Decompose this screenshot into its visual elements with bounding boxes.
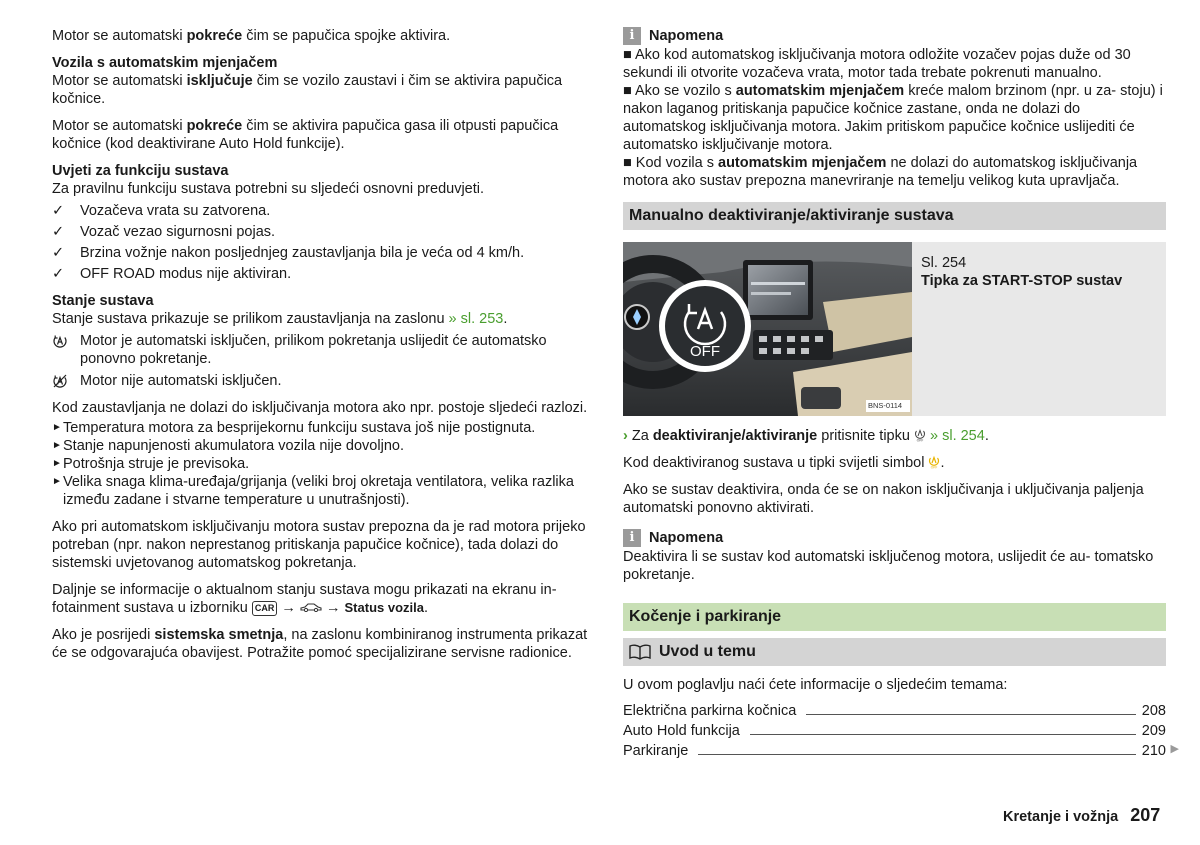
reasons-list <box>52 419 597 509</box>
toc-list <box>623 700 1179 760</box>
list-item: ✓ Brzina vožnje nakon posljednjeg zaustavljanja bila je veća od 4 km/h. <box>52 245 525 261</box>
list-item: ✓ Vozačeva vrata su zatvorena. <box>52 203 271 219</box>
paragraph-auto-restart: Ako pri automatskom isključivanju motora sustav prepozna da je rad motora prijeko potreban (npr. nakon neprestanog pritiskanja papučice kočnice), tada dolazi do sistemski uvjetovanog automatskog pokretanja. <box>52 519 586 571</box>
list-item: ► Potrošnja struje je previsoka. <box>52 456 250 472</box>
figure-code: BNS-0114 <box>868 401 903 410</box>
note-2: Deaktivira li se sustav kod automatski isključenog motora, uslijedit će au- tomatsko pokretanje. <box>623 549 1154 583</box>
conditions-intro: Za pravilnu funkciju sustava potrebni su sljedeći osnovni preduvjeti. <box>52 181 485 197</box>
dashboard-illustration <box>623 242 912 416</box>
paragraph-auto-off: Motor se automatski isključuje čim se vozilo zaustavi i čim se aktivira papučica kočnice. <box>52 73 563 107</box>
svg-text:OFF: OFF <box>916 438 924 442</box>
square-bullet-icon: ■ <box>623 47 632 63</box>
triangle-bullet-icon: ► <box>52 458 62 469</box>
figure-caption <box>912 242 1122 416</box>
chevron-right-icon: › <box>623 428 628 444</box>
state-intro: Stanje sustava prikazuje se prilikom zaustavljanja na zaslonu » sl. 253. <box>52 311 508 327</box>
toc-item[interactable]: Parkiranje 210 ▶ <box>623 740 1166 760</box>
status-menu-label: Status vozila <box>344 600 424 615</box>
figure-254 <box>623 242 1166 416</box>
page-number: 207 <box>1130 805 1161 825</box>
figure-link[interactable]: » sl. 254 <box>930 428 985 444</box>
list-item: ► Velika snaga klima-uređaja/grijanja (veliki broj okretaja ventilatora, velika razlika između zadane i stvarne temperature u unutrašnjosti). <box>52 474 574 508</box>
figure-button-label: OFF <box>690 343 720 360</box>
heading-automatic-gearbox: Vozila s automatskim mjenjačem <box>52 55 278 71</box>
list-item: ✓ Vozač vezao sigurnosni pojas. <box>52 224 276 240</box>
left-column <box>52 27 597 671</box>
note-heading: i Napomena <box>623 27 1166 45</box>
check-icon: ✓ <box>52 266 65 282</box>
note-item: ■ Ako kod automatskog isključivanja motora odložite vozačev pojas duže od 30 sekundi ili otvorite vozačeva vrata, motor tada trebate pokrenuti manualno. <box>623 47 1131 81</box>
square-bullet-icon: ■ <box>623 155 632 171</box>
figure-number: Sl. 254 <box>921 255 967 271</box>
paragraph-reactivate: Ako se sustav deaktivira, onda će se on nakon isključivanja i uključivanja paljenja automatski ponovno aktivirati. <box>623 482 1144 516</box>
note-item: ■ Kod vozila s automatskim mjenjačem ne dolazi do automatskog isključivanja motora ako sustav prepozna manevriranje na temelju velikog kuta upravljača. <box>623 155 1138 189</box>
auto-start-stop-active-icon <box>52 333 68 349</box>
list-item: Motor nije automatski isključen. <box>52 372 597 390</box>
right-column <box>623 27 1179 760</box>
info-icon: i <box>623 27 641 45</box>
note-1 <box>623 46 1166 190</box>
reasons-intro: Kod zaustavljanja ne dolazi do isključivanja motora ako npr. postoje sljedeći razlozi. <box>52 400 588 416</box>
list-item: ✓ OFF ROAD modus nije aktiviran. <box>52 266 292 282</box>
continue-arrow-icon: ▶ <box>1170 743 1179 755</box>
state-list <box>52 332 597 390</box>
section-header-manual: Manualno deaktiviranje/aktiviranje sustava <box>623 202 1166 230</box>
car-button-icon: CAR <box>252 601 278 616</box>
paragraph-infotainment: Daljnje se informacije o aktualnom stanju sustava mogu prikazati na ekranu in- fotainment sustava u izborniku CAR → → Status vozila. <box>52 582 557 616</box>
dashboard-photo <box>623 242 912 416</box>
section-header-intro: Uvod u temu <box>623 638 1166 666</box>
toc-item[interactable]: Električna parkirna kočnica 208 <box>623 703 1166 719</box>
info-icon: i <box>623 529 641 547</box>
paragraph-auto-start: Motor se automatski pokreće čim se aktivira papučica gasa ili otpusti papučica kočnice (kod deaktivirane Auto Hold funkcije). <box>52 118 559 152</box>
square-bullet-icon: ■ <box>623 83 632 99</box>
conditions-list <box>52 202 597 283</box>
triangle-bullet-icon: ► <box>52 476 62 487</box>
triangle-bullet-icon: ► <box>52 422 62 433</box>
paragraph-system-error: Ako je posrijedi sistemska smetnja, na zaslonu kombiniranog instrumenta prikazat će se odgovarajuća obavijest. Potražite pomoć specijalizirane servisne radionice. <box>52 627 588 661</box>
heading-conditions: Uvjeti za funkciju sustava <box>52 163 229 179</box>
car-icon <box>300 602 322 612</box>
paragraph-clutch-start: Motor se automatski pokreće čim se papučica spojke aktivira. <box>52 28 451 44</box>
start-stop-button-icon <box>914 428 926 442</box>
page-footer <box>1003 806 1160 826</box>
paragraph-light-symbol: Kod deaktiviranog sustava u tipki svijetli simbol OFF . <box>623 455 945 471</box>
paragraph-deactivate: › Za deaktiviranje/aktiviranje pritisnite tipku OFF » sl. 254. <box>623 428 989 444</box>
triangle-bullet-icon: ► <box>52 440 62 451</box>
check-icon: ✓ <box>52 245 65 261</box>
book-icon <box>629 644 651 660</box>
toc-intro: U ovom poglavlju naći ćete informacije o sljedećim temama: <box>623 677 1008 693</box>
check-icon: ✓ <box>52 224 65 240</box>
auto-start-stop-inactive-icon <box>52 373 68 389</box>
list-item: ► Stanje napunjenosti akumulatora vozila nije dovoljno. <box>52 438 404 454</box>
check-icon: ✓ <box>52 203 65 219</box>
list-item: Motor je automatski isključen, prilikom pokretanja uslijedit će automatsko ponovno pokretanje. <box>52 332 597 368</box>
section-header-braking: Kočenje i parkiranje <box>623 603 1166 631</box>
list-item: ► Temperatura motora za besprijekornu funkciju sustava još nije postignuta. <box>52 420 536 436</box>
chapter-title: Kretanje i vožnja <box>1003 809 1119 825</box>
toc-item[interactable]: Auto Hold funkcija 209 <box>623 723 1166 739</box>
note-item: ■ Ako se vozilo s automatskim mjenjačem kreće malom brzinom (npr. u za- stoju) i nakon laganog pritiskanja papučice kočnice zastane, onda ne dolazi do automatskog isključivanja motora. Jakim pritiskom papučice kočnice uslijediti će automatsko isključivanje motora. <box>623 83 1163 153</box>
note-heading: i Napomena <box>623 529 1166 547</box>
figure-link[interactable]: » sl. 253 <box>448 311 504 327</box>
svg-text:OFF: OFF <box>931 465 938 469</box>
start-stop-lit-icon <box>928 455 940 469</box>
heading-system-state: Stanje sustava <box>52 293 154 309</box>
figure-title: Tipka za START-STOP sustav <box>921 273 1123 289</box>
